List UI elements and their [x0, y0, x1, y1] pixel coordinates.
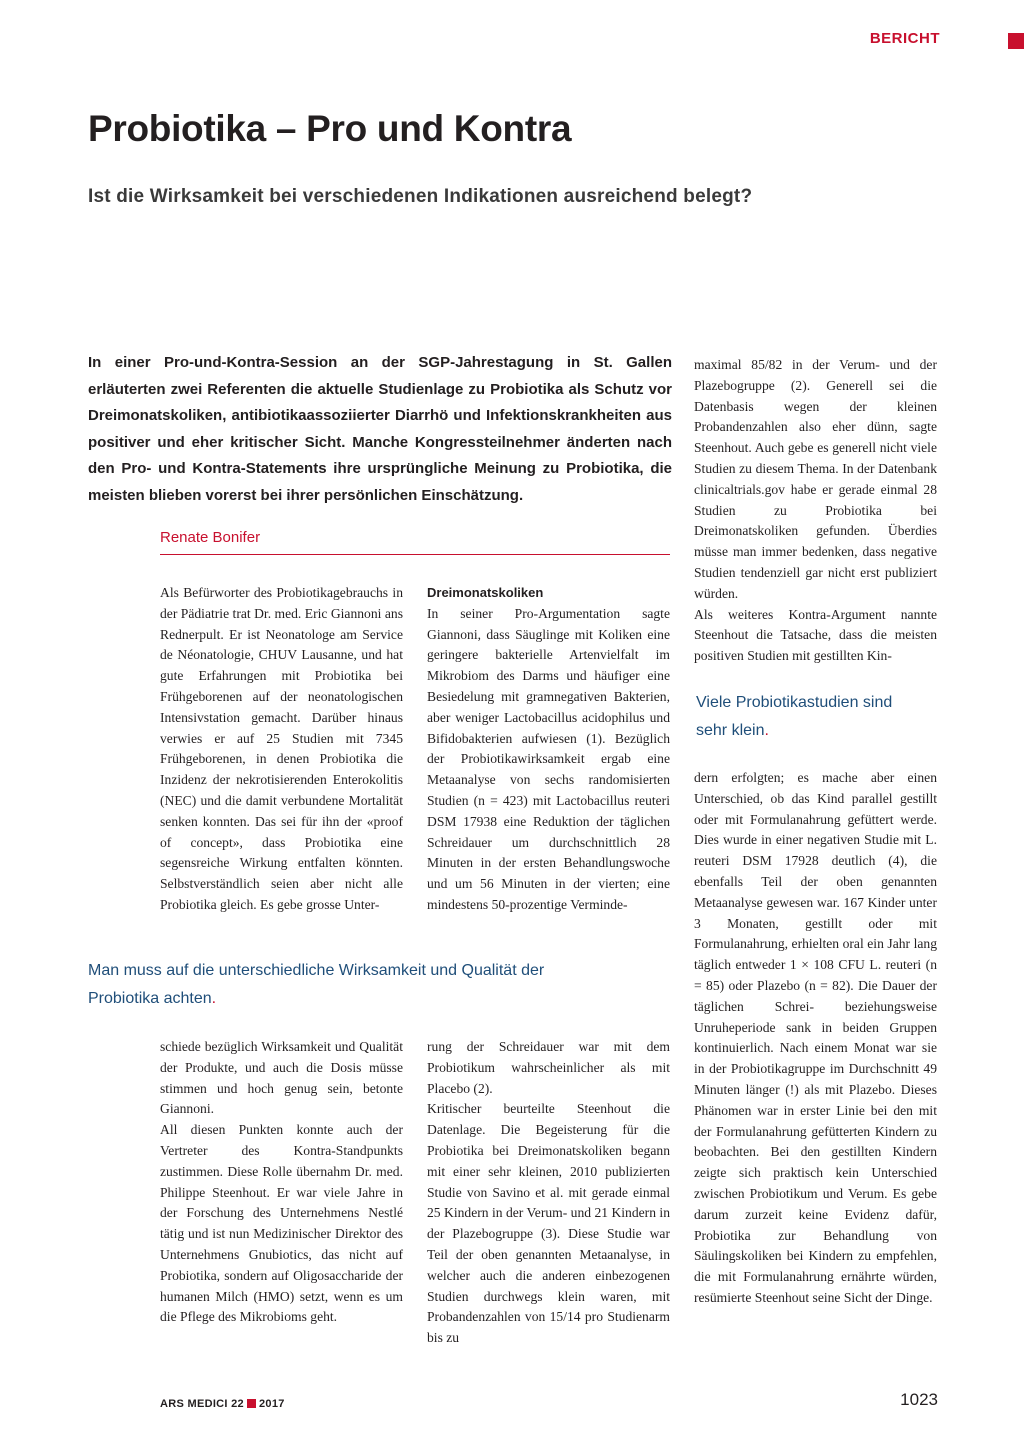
pull-quote-end-mark: .	[764, 722, 769, 739]
body-paragraph: In seiner Pro-Argumentation sagte Giannoni, dass Säuglinge mit Koliken eine geringere bakterielle Artenvielfalt im Mikrobiom des Darms und häufiger eine Besiedelung mit gramnegativen Bakterien, aber weniger Lactobacillus acidophilus und Bifidobakterien aufwiesen (1). Bezüglich der Probiotikawirksamkeit ergab eine Metaanalyse von sechs randomisierten Studien (n = 423) mit Lactobacillus reuteri DSM 17938 eine Reduktion der täglichen Schreidauer um durchschnittlich 28 Minuten in der ersten Behandlungswoche und um 56 Minuten in der vierten; eine mindestens 50-prozentige Verminde-	[427, 605, 670, 912]
article-lead: In einer Pro-und-Kontra-Session an der SGP-Jahrestagung in St. Gallen erläuterten zwei Referenten die aktuelle Studienlage zu Probiotika als Schutz vor Dreimonatskoliken, antibiotikaassoziierter Diarrhö und Infektionskrankheiten aus positiver und eher kritischer Sicht. Manche Kongressteilnehmer änderten nach den Pro- und Kontra-Statements ihre ursprüngliche Meinung zu Probiotika, die meisten blieben vorerst bei ihrer persönlichen Einschätzung.	[88, 354, 672, 504]
body-column-2-top	[427, 583, 670, 916]
body-paragraph: maximal 85/82 in der Verum- und der Plazebogruppe (2). Generell sei die Datenbasis wegen der kleinen Probandenzahlen also eher dünn, sagte Steenhout. Auch gebe es generell nicht viele Studien zu diesem Thema. In der Datenbank clinicaltrials.gov habe er gerade einmal 28 Studien zu Probiotika bei Dreimonatskoliken gefunden. Überdies müsse man immer bedenken, dass negative Studien tendenziell gar nicht erst publiziert würden.	[694, 357, 937, 601]
body-paragraph: Als weiteres Kontra-Argument nannte Steenhout die Tatsache, dass die meisten positiven Studien mit gestillten Kin-	[694, 606, 937, 664]
pull-quote	[696, 689, 896, 745]
body-paragraph: schiede bezüglich Wirksamkeit und Qualität der Produkte, und auch die Dosis müsse stimmen und hoch genug sein, betonte Giannoni.	[160, 1039, 403, 1117]
pull-quote-end-mark: .	[211, 990, 217, 1007]
pull-quote	[88, 957, 588, 1013]
body-column-3-top	[694, 355, 937, 667]
author-divider	[160, 554, 670, 555]
body-paragraph: Kritischer beurteilte Steenhout die Datenlage. Die Begeisterung für die Probiotika bei Dreimonatskoliken begann mit einer sehr kleinen, 2010 publizierten Studie von Savino et al. mit gerade einmal 25 Kindern in der Verum- und 21 Kindern in der Plazebogruppe (3). Diese Studie war Teil der oben genannten Metaanalyse, in welcher auch die anderen einbezogenen Studien durchwegs klein waren, mit Probandenzahlen von 15/14 pro Studienarm bis zu	[427, 1101, 670, 1346]
body-column-3-bottom	[694, 768, 937, 1309]
article-subtitle: Ist die Wirksamkeit bei verschiedenen Indikationen ausreichend belegt?	[88, 186, 753, 207]
body-column-2-bottom	[427, 1037, 670, 1349]
body-column-1-bottom	[160, 1037, 403, 1328]
journal-name: ARS MEDICI 22	[160, 1398, 244, 1410]
page-number: 1023	[900, 1390, 938, 1409]
pull-quote-text: Viele Probiotikastudien sind sehr klein	[696, 694, 893, 739]
section-label: BERICHT	[869, 30, 940, 47]
body-paragraph: dern erfolgten; es mache aber einen Unterschied, ob das Kind parallel gestillt oder mit Formulanahrung gefüttert werde. Dies wurde in einer negativen Studie mit L. reuteri DSM 17928 deutlich (4), die ebenfalls Teil der oben genannten Metaanalyse gewesen war. 167 Kinder unter 3 Monaten, gestillt oder mit Formulanahrung, erhielten oral ein Jahr lang täglich entweder 1 × 108 CFU L. reuteri (n = 85) oder Plazebo (n = 82). Die Dauer der täglichen Schrei- beziehungsweise Unruheperiode sank in beiden Gruppen kontinuierlich. Nach einem Monat war sie in der Probiotikagruppe im Durchschnitt 49 Minuten länger (!) als mit Plazebo. Dieses Phänomen war in erster Linie bei den mit der Formulanahrung gefütterten Kindern zu beobachten. Bei den gestillten Kindern zeigte sich praktisch kein Unterschied zwischen Probiotikum und Verum. Es gebe darum zurzeit keine Evidenz dafür, Probiotika zur Behandlung von Säulingskoliken bei Kindern zu empfehlen, die mit Formulanahrung ernährte würden, resümierte Steenhout seine Sicht der Dinge.	[694, 770, 937, 1305]
journal-footer	[160, 1398, 285, 1410]
body-paragraph: Als Befürworter des Probiotikagebrauchs in der Pädiatrie trat Dr. med. Eric Giannoni ans Rednerpult. Er ist Neonatologe am Service de Néonatologie, CHUV Lausanne, und hat gute Erfahrungen mit Probiotika bei Frühgeborenen auf der neonatologischen Intensivstation gemacht. Darüber hinaus verwies er auf 25 Studien mit 7345 Frühgeborenen, in denen Probiotika die Inzidenz der nekrotisierenden Enterokolitis (NEC) und die damit verbundene Mortalität senken konnten. Das sei für ihn der «proof of concept», dass Probiotika eine segensreiche Wirkung entfalten könnten. Selbstverständlich seien aber nicht alle Probiotika gleich. Es gebe grosse Unter-	[160, 585, 403, 912]
body-paragraph: rung der Schreidauer war mit dem Probiotikum wahrscheinlicher als mit Placebo (2).	[427, 1039, 670, 1096]
article-title: Probiotika – Pro und Kontra	[88, 108, 572, 149]
pull-quote-text: Man muss auf die unterschiedliche Wirksamkeit und Qualität der Probiotika achten	[88, 962, 545, 1007]
section-subheading: Dreimonatskoliken	[427, 585, 544, 600]
body-column-1-top	[160, 583, 403, 916]
journal-year: 2017	[258, 1398, 285, 1410]
footer-square	[247, 1399, 256, 1408]
body-paragraph: All diesen Punkten konnte auch der Vertreter des Kontra-Standpunkts zustimmen. Diese Rolle übernahm Dr. med. Philippe Steenhout. Er war viele Jahre in der Forschung des Unternehmens Nestlé tätig und ist nun Medizinischer Direktor des Unternehmens Gnubiotics, das nicht auf Probiotika, sondern auf Oligosaccharide der humanen Milch (HMO) setzt, wenn es um die Pflege des Mikrobioms geht.	[160, 1122, 403, 1325]
author-name: Renate Bonifer	[160, 529, 261, 546]
section-marker-square	[1008, 33, 1024, 49]
